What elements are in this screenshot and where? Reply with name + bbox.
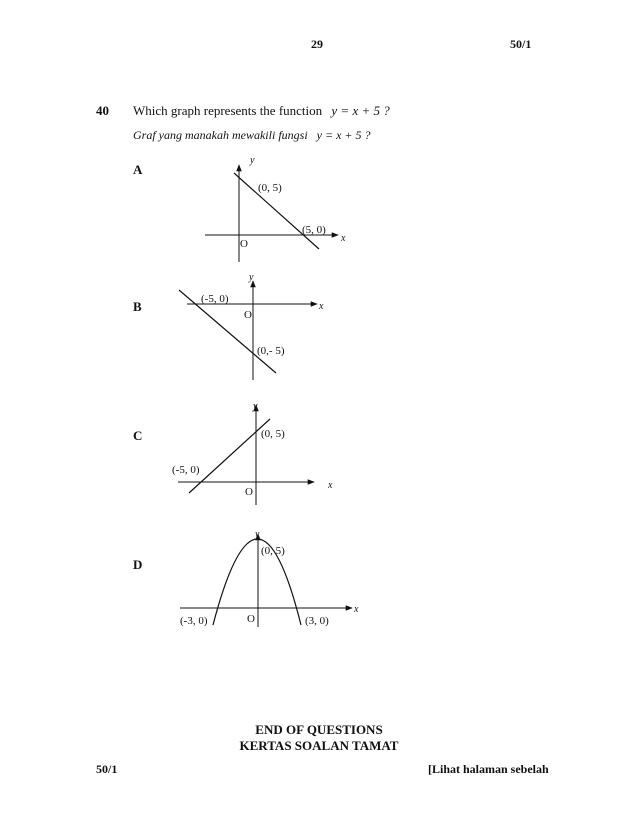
- option-d-letter[interactable]: D: [133, 557, 143, 572]
- graph-d-point-1: (-3, 0): [180, 615, 208, 627]
- paper-code-header: 50/1: [510, 37, 532, 51]
- graph-c-point-0: (0, 5): [261, 428, 285, 440]
- graph-d-point-2: (3, 0): [305, 615, 329, 627]
- paper-code-footer: 50/1: [96, 762, 118, 776]
- question-number: 40: [96, 103, 109, 118]
- next-page-note: [Lihat halaman sebelah: [428, 762, 549, 776]
- question-equation-en: y = x + 5 ?: [331, 103, 390, 118]
- option-b-letter[interactable]: B: [133, 299, 142, 314]
- graph-a-y-label: y: [250, 155, 255, 166]
- graph-a-x-label: x: [341, 233, 346, 244]
- graph-a[interactable]: [205, 155, 346, 262]
- graph-b-y-label: y: [249, 272, 254, 283]
- graph-a-origin: O: [240, 238, 248, 250]
- graph-d-y-label: y: [255, 529, 260, 540]
- graph-d-point-0: (0, 5): [261, 545, 285, 557]
- graph-c-x-label: x: [328, 480, 333, 491]
- option-a-letter[interactable]: A: [133, 162, 143, 177]
- graph-b-point-0: (-5, 0): [201, 293, 229, 305]
- page-number: 29: [311, 37, 323, 51]
- graph-b-x-label: x: [319, 301, 324, 312]
- question-text-en-label: Which graph represents the function: [133, 103, 323, 118]
- question-text-ms-label: Graf yang manakah mewakili fungsi: [133, 128, 308, 142]
- graph-a-point-0: (0, 5): [258, 182, 282, 194]
- graph-c-point-1: (-5, 0): [172, 464, 200, 476]
- graph-c-origin: O: [245, 486, 253, 498]
- graph-d-x-label: x: [354, 604, 359, 615]
- graph-d-origin: O: [247, 613, 255, 625]
- option-c-letter[interactable]: C: [133, 428, 143, 443]
- graph-d-parabola: [213, 539, 301, 625]
- graph-a-point-1: (5, 0): [302, 224, 326, 236]
- end-of-questions-ms: KERTAS SOALAN TAMAT: [239, 738, 399, 753]
- graph-b[interactable]: [179, 272, 324, 380]
- graph-b-point-1: (0,- 5): [257, 345, 285, 357]
- graph-c[interactable]: [172, 401, 333, 505]
- graph-d[interactable]: [180, 529, 359, 627]
- graph-c-y-label: y: [253, 401, 258, 412]
- graph-b-origin: O: [244, 309, 252, 321]
- end-of-questions-en: END OF QUESTIONS: [255, 722, 383, 737]
- question-equation-ms: y = x + 5 ?: [316, 128, 371, 142]
